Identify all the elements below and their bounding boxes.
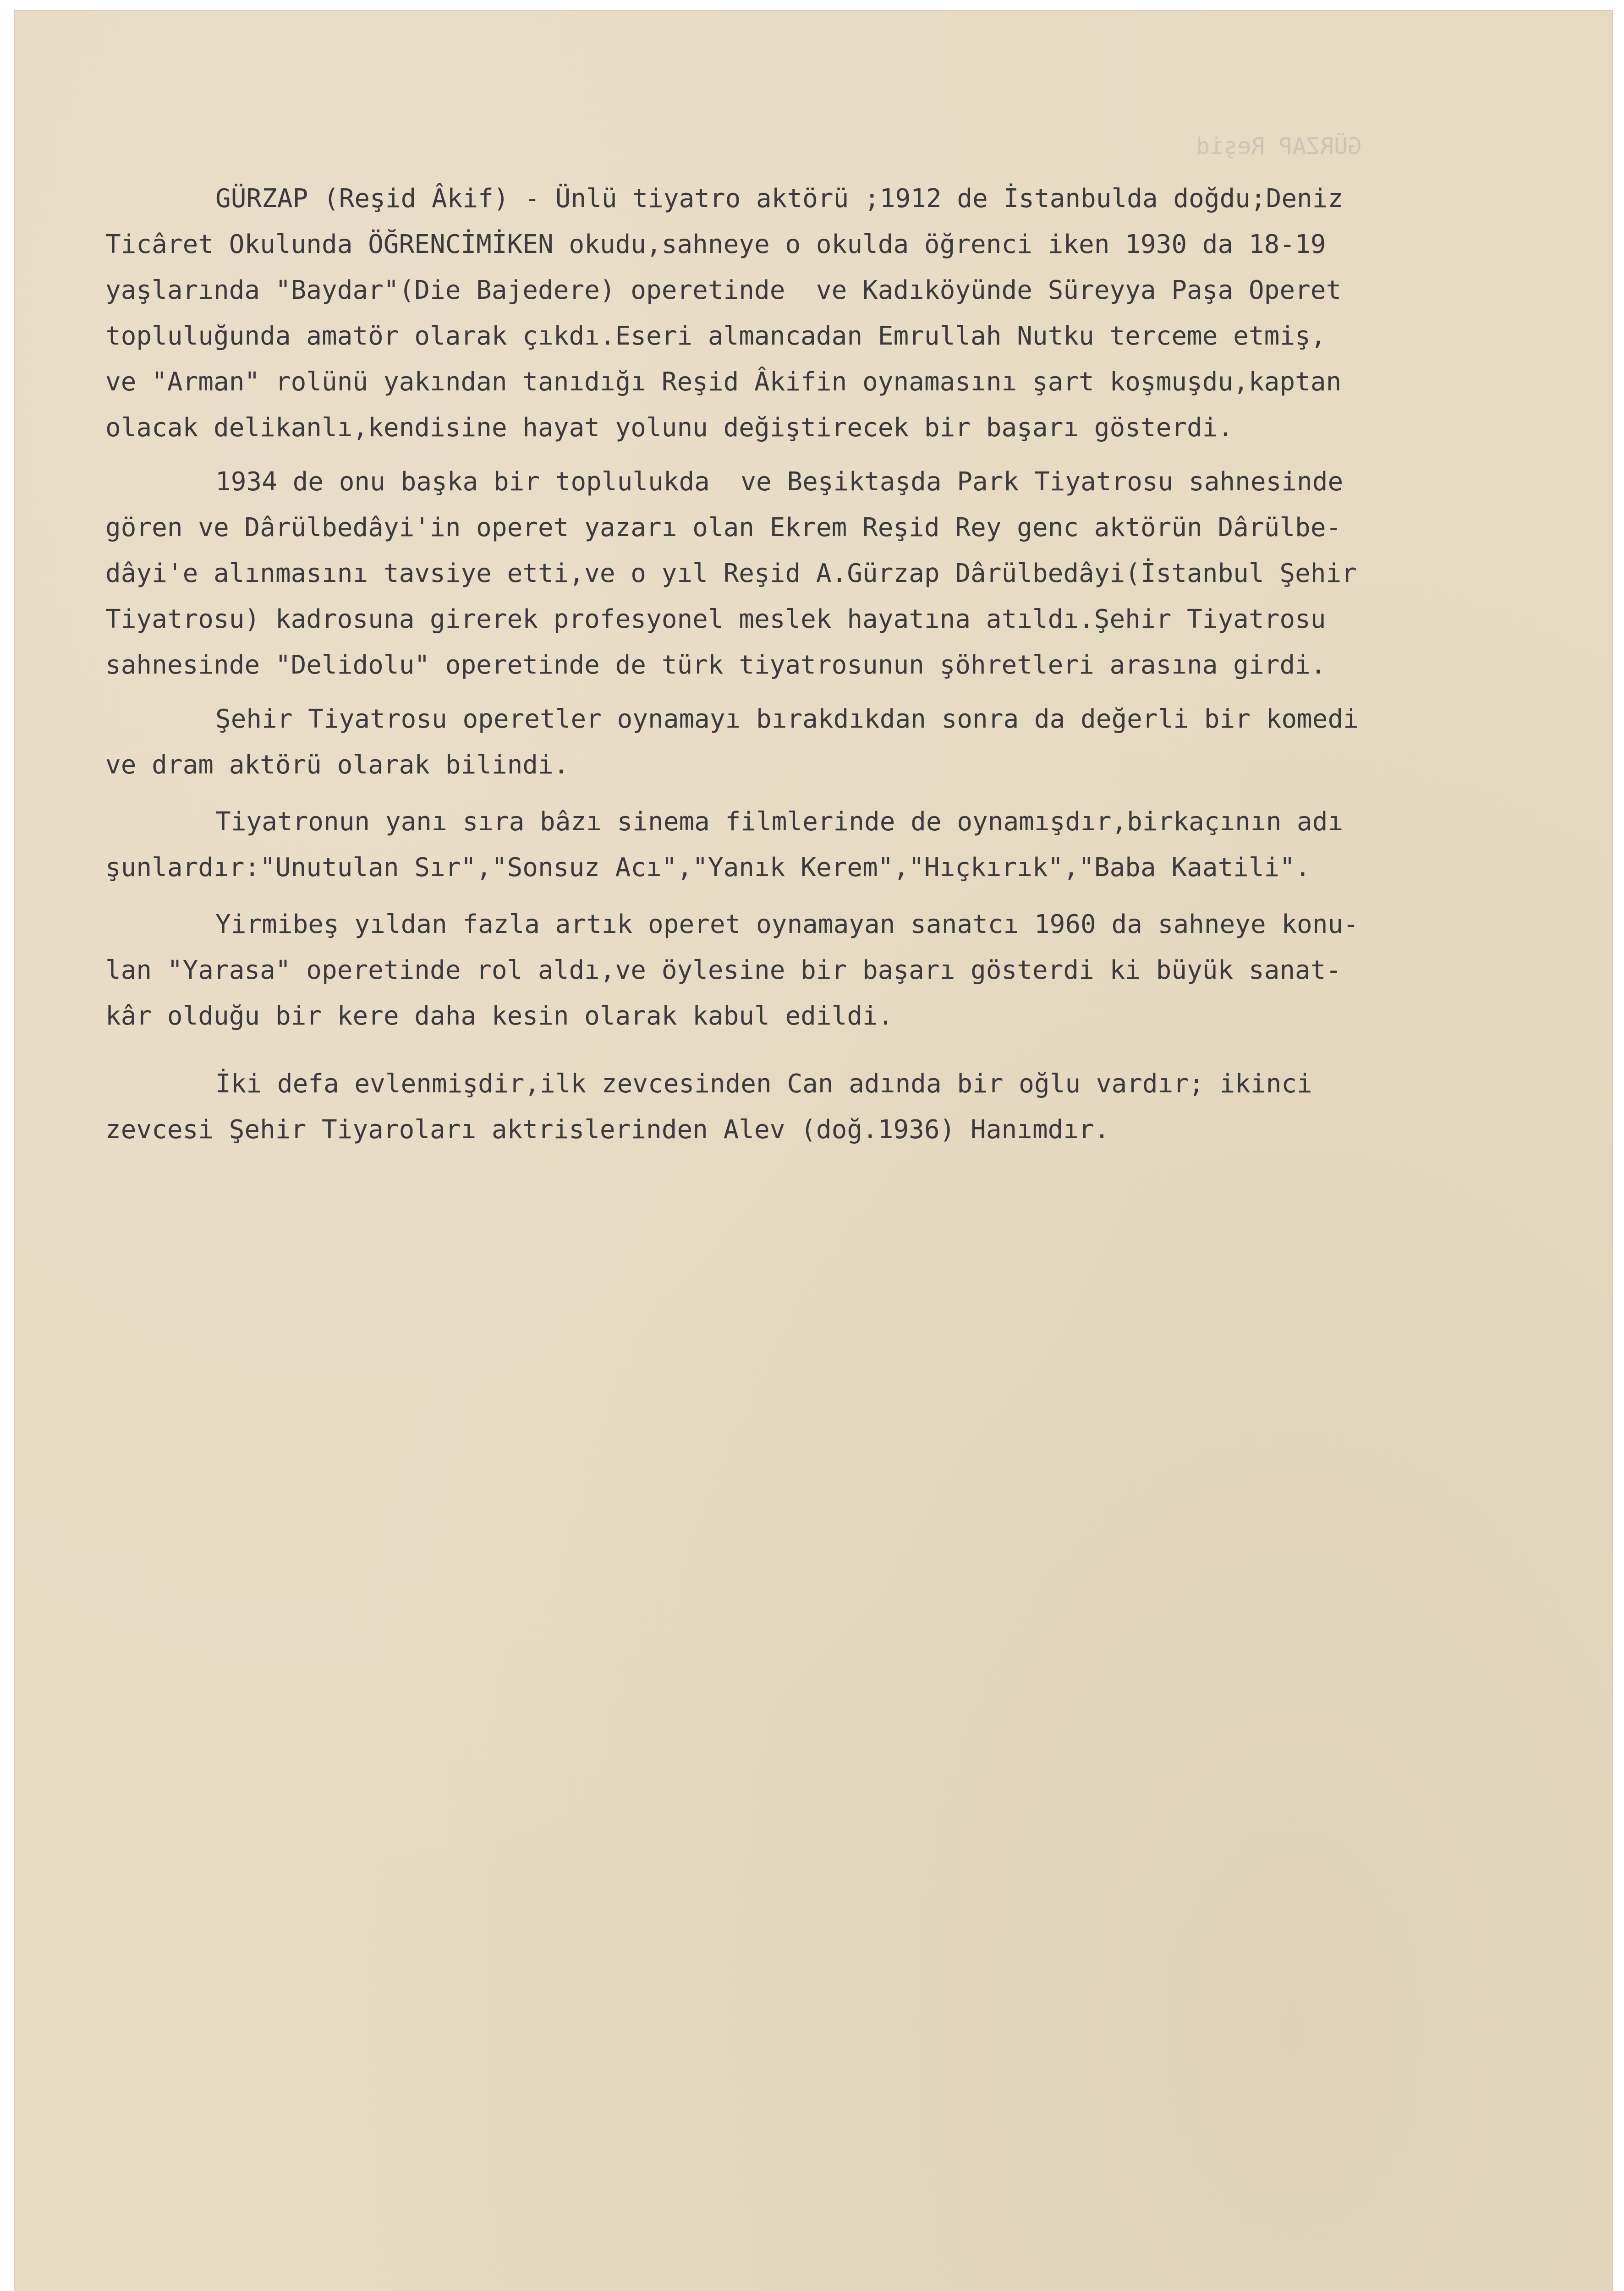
paragraph-yarasa xyxy=(105,902,1599,1039)
text-line: gören ve Dârülbedâyi'in operet yazarı olan Ekrem Reşid Rey genc aktörün Dârülbe- xyxy=(105,513,1342,543)
text-line: sahnesinde "Delidolu" operetinde de türk tiyatrosunun şöhretleri arasına girdi. xyxy=(105,650,1326,680)
text-line: Tiyatronun yanı sıra bâzı sinema filmlerinde de oynamışdır,birkaçının adı xyxy=(215,807,1344,837)
text-line: olacak delikanlı,kendisine hayat yolunu değiştirecek bir başarı gösterdi. xyxy=(105,413,1234,443)
text-line: yaşlarında "Baydar"(Die Bajedere) operetinde ve Kadıköyünde Süreyya Paşa Operet xyxy=(105,275,1342,305)
paper-sheet xyxy=(14,10,1613,2291)
text-line: topluluğunda amatör olarak çıkdı.Eseri almancadan Emrullah Nutku terceme etmiş, xyxy=(105,321,1326,351)
text-line: dâyi'e alınmasını tavsiye etti,ve o yıl Reşid A.Gürzap Dârülbedâyi(İstanbul Şehir xyxy=(105,559,1357,588)
text-line: lan "Yarasa" operetinde rol aldı,ve öylesine bir başarı gösterdi ki büyük sanat- xyxy=(105,955,1342,985)
paragraph-darulbedayi xyxy=(105,459,1599,688)
text-line: kâr olduğu bir kere daha kesin olarak kabul edildi. xyxy=(105,1001,894,1031)
text-line: zevcesi Şehir Tiyaroları aktrislerinden Alev (doğ.1936) Hanımdır. xyxy=(105,1115,1110,1145)
text-line: ve dram aktörü olarak bilindi. xyxy=(105,750,569,780)
text-line: GÜRZAP (Reşid Âkif) - Ünlü tiyatro aktörü ;1912 de İstanbulda doğdu;Deniz xyxy=(215,184,1344,214)
paragraph-biography-intro xyxy=(105,176,1599,451)
text-line: ve "Arman" rolünü yakından tanıdığı Reşid Âkifin oynamasını şart koşmuşdu,kaptan xyxy=(105,367,1342,397)
text-line: Tiyatrosu) kadrosuna girerek profesyonel meslek hayatına atıldı.Şehir Tiyatrosu xyxy=(105,604,1326,634)
paragraph-family xyxy=(105,1061,1599,1153)
typed-text-body xyxy=(105,176,1599,1153)
text-line: İki defa evlenmişdir,ilk zevcesinden Can adında bir oğlu vardır; ikinci xyxy=(215,1069,1312,1099)
text-line: Yirmibeş yıldan fazla artık operet oynamayan sanatcı 1960 da sahneye konu- xyxy=(215,910,1359,939)
paragraph-films xyxy=(105,799,1599,891)
text-line: Ticâret Okulunda ÖĞRENCİMİKEN okudu,sahneye o okulda öğrenci iken 1930 da 18-19 xyxy=(105,230,1326,259)
paragraph-comedy-drama xyxy=(105,696,1599,788)
bleed-through-heading: GÜRZAP Reşid xyxy=(1196,133,1362,159)
text-line: şunlardır:"Unutulan Sır","Sonsuz Acı","Yanık Kerem","Hıçkırık","Baba Kaatili". xyxy=(105,853,1311,882)
text-line: 1934 de onu başka bir toplulukda ve Beşiktaşda Park Tiyatrosu sahnesinde xyxy=(215,467,1344,497)
text-line: Şehir Tiyatrosu operetler oynamayı bırakdıkdan sonra da değerli bir komedi xyxy=(215,704,1359,734)
